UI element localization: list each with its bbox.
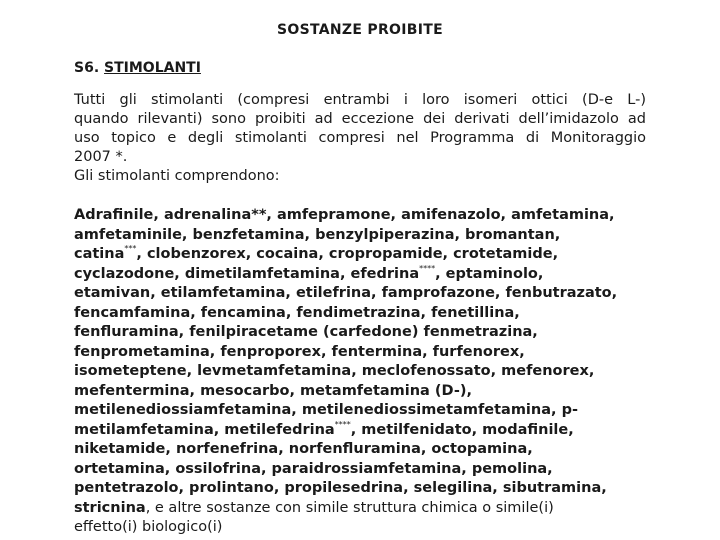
footnote-marker: *** bbox=[124, 244, 137, 253]
substance-text: catina bbox=[74, 246, 125, 262]
substance-text: mefentermina, mesocarbo, metamfetamina (D-), bbox=[74, 382, 472, 399]
substance-text: fencamfamina, fencamina, fendimetrazina, fenetillina, bbox=[74, 304, 520, 321]
intro-line: Tutti gli stimolanti (compresi entrambi i loro isomeri ottici (D-e L-) bbox=[74, 92, 646, 108]
substance-text: , eptaminolo, bbox=[435, 265, 544, 282]
substance-text: , clobenzorex, cocaina, cropropamide, crotetamide, bbox=[136, 246, 559, 262]
footnote-marker: **** bbox=[334, 419, 351, 429]
list-tail-text: effetto(i) biologico(i) bbox=[74, 519, 223, 535]
list-row bbox=[74, 226, 646, 246]
substance-text: pentetrazolo, prolintano, propilesedrina, selegilina, sibutramina, bbox=[74, 480, 607, 496]
substance-text: stricnina bbox=[74, 499, 146, 516]
list-row bbox=[74, 479, 646, 499]
substance-text: ortetamina, ossilofrina, paraidrossiamfetamina, pemolina, bbox=[74, 460, 553, 477]
list-row bbox=[74, 518, 646, 538]
footnote-marker: **** bbox=[419, 263, 436, 273]
substance-text: fenfluramina, fenilpiracetame (carfedone) fenmetrazina, bbox=[74, 324, 538, 340]
substance-text: fenprometamina, fenproporex, fentermina, furfenorex, bbox=[74, 343, 525, 360]
substance-text: metilenediossiamfetamina, metilenediossimetamfetamina, p- bbox=[74, 402, 578, 418]
list-tail-text: , e altre sostanze con simile struttura chimica o simile(i) bbox=[145, 499, 554, 516]
substance-text: , metilfenidato, modafinile, bbox=[350, 421, 574, 438]
list-row bbox=[74, 304, 646, 324]
intro-line: 2007 *. bbox=[74, 149, 128, 165]
substance-text: Adrafinile, adrenalina**, amfepramone, amifenazolo, amfetamina, bbox=[74, 207, 615, 223]
list-row bbox=[74, 499, 646, 519]
intro-paragraph bbox=[74, 91, 646, 186]
intro-lead: Gli stimolanti comprendono: bbox=[74, 168, 280, 184]
page-title: SOSTANZE PROIBITE bbox=[277, 22, 443, 38]
substance-text: niketamide, norfenefrina, norfenfluramina, octopamina, bbox=[74, 441, 533, 457]
substance-list bbox=[74, 206, 646, 538]
list-row bbox=[74, 421, 646, 441]
substance-text: metilamfetamina, metilefedrina bbox=[74, 421, 335, 438]
substance-text: cyclazodone, dimetilamfetamina, efedrina bbox=[74, 265, 420, 282]
list-row bbox=[74, 245, 646, 265]
section-name: STIMOLANTI bbox=[104, 60, 201, 76]
list-row bbox=[74, 382, 646, 402]
list-row bbox=[74, 440, 646, 460]
list-row bbox=[74, 460, 646, 480]
list-row bbox=[74, 206, 646, 226]
list-row bbox=[74, 284, 646, 304]
intro-line: uso topico e degli stimolanti compresi nel Programma di Monitoraggio bbox=[74, 130, 646, 146]
section-code: S6. bbox=[74, 60, 100, 76]
list-row bbox=[74, 362, 646, 382]
list-row bbox=[74, 265, 646, 285]
list-row bbox=[74, 323, 646, 343]
list-row bbox=[74, 343, 646, 363]
substance-text: etamivan, etilamfetamina, etilefrina, famprofazone, fenbutrazato, bbox=[74, 285, 618, 301]
list-row bbox=[74, 401, 646, 421]
section-heading bbox=[74, 60, 201, 76]
intro-line: quando rilevanti) sono proibiti ad eccezione dei derivati dell’imidazolo ad bbox=[74, 111, 646, 127]
substance-text: amfetaminile, benzfetamina, benzylpiperazina, bromantan, bbox=[74, 226, 561, 243]
substance-text: isometeptene, levmetamfetamina, meclofenossato, mefenorex, bbox=[74, 363, 595, 379]
